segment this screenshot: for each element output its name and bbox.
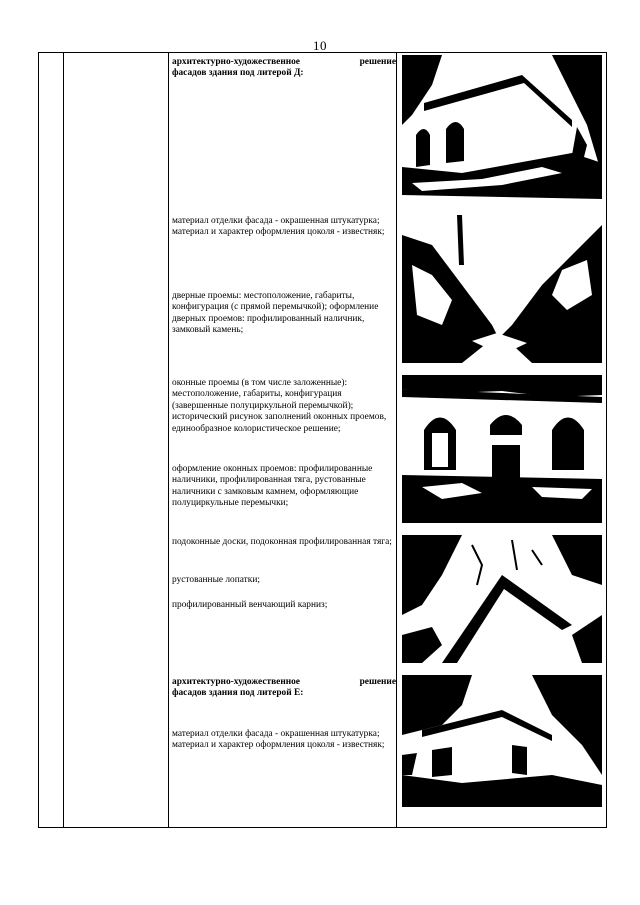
section-e-title-line1: архитектурно-художественное решение xyxy=(172,677,396,687)
section-d-paragraph xyxy=(172,216,396,239)
facade-photo-5 xyxy=(402,675,602,807)
column-divider-3 xyxy=(396,53,397,827)
section-d-paragraph xyxy=(172,464,396,510)
section-d-window-decoration: оформление оконных проемов: профилированные наличники, профилированная тяга, рустованные наличники с замковым камнем, оформляющие полуциркульные перемычки; xyxy=(172,464,373,509)
column-divider-2 xyxy=(168,53,169,827)
section-d-finish-material: материал отделки фасада - окрашенная штукатурка; xyxy=(172,216,380,226)
column-divider-1 xyxy=(63,53,64,827)
section-e-title xyxy=(172,677,396,700)
section-d-pilasters: рустованные лопатки; xyxy=(172,575,260,585)
section-d-paragraph xyxy=(172,600,396,611)
section-e-plinth-material: материал и характер оформления цоколя - известняк; xyxy=(172,740,385,751)
facade-photo-2 xyxy=(402,215,602,363)
section-d-window-openings: оконные проемы (в том числе заложенные): местоположение, габариты, конфигурация (завершенные полуциркульной перемычкой); исторический рисунок заполнений оконных проемов, единообразное колористическое решение; xyxy=(172,378,387,434)
section-d-title xyxy=(172,57,396,80)
section-d-paragraph xyxy=(172,575,396,586)
section-e-finish-material: материал отделки фасада - окрашенная штукатурка; xyxy=(172,729,380,739)
facade-photo-4 xyxy=(402,535,602,663)
page-number: 10 xyxy=(313,38,327,53)
facade-photo-3 xyxy=(402,375,602,523)
section-d-title-line2: фасадов здания под литерой Д: xyxy=(172,68,304,79)
section-d-paragraph xyxy=(172,291,396,337)
facade-photo-1 xyxy=(402,55,602,205)
section-e-paragraph xyxy=(172,729,396,752)
section-d-paragraph xyxy=(172,378,396,435)
heritage-table xyxy=(38,52,607,828)
section-e-title-line2: фасадов здания под литерой Е: xyxy=(172,688,304,699)
section-d-door-openings: дверные проемы: местоположение, габариты, конфигурация (с прямой перемычкой); оформление дверных проемов: профилированный наличник, замковый камень; xyxy=(172,291,379,336)
section-d-title-line1: архитектурно-художественное решение xyxy=(172,57,396,67)
section-d-paragraph xyxy=(172,537,396,548)
section-d-cornice: профилированный венчающий карниз; xyxy=(172,600,328,610)
section-d-sills: подоконные доски, подоконная профилированная тяга; xyxy=(172,537,392,547)
section-d-plinth-material: материал и характер оформления цоколя - известняк; xyxy=(172,227,385,238)
